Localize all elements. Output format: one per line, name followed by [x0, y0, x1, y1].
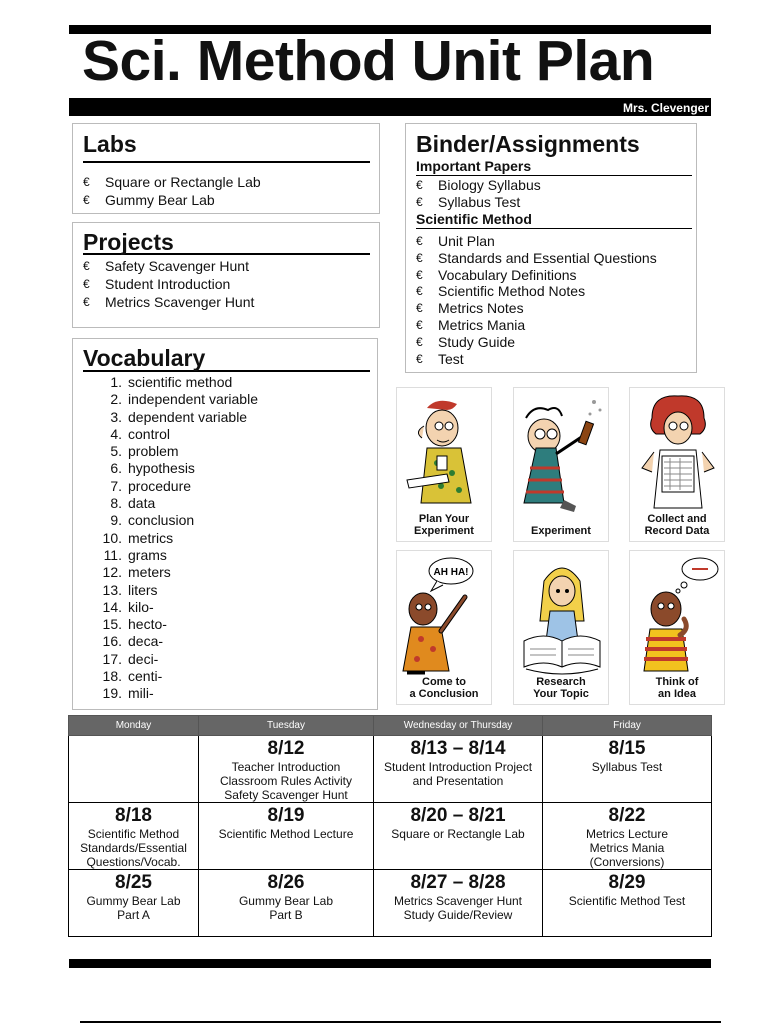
vocabulary-number: 15.	[102, 616, 122, 633]
schedule-activity: Safety Scavenger Hunt	[224, 788, 348, 802]
schedule-activity: Metrics Lecture	[585, 827, 669, 841]
schedule-date: 8/20 – 8/21	[410, 805, 506, 826]
schedule-activity: Part A	[117, 908, 150, 922]
vocabulary-item	[101, 564, 258, 581]
vocabulary-term: hecto-	[128, 616, 167, 633]
schedule-cell	[69, 803, 199, 870]
schedule-cell	[69, 870, 199, 937]
bullet-icon: €	[416, 301, 423, 316]
labs-rule	[83, 161, 370, 163]
schedule-activity: Questions/Vocab.	[86, 855, 181, 869]
vocabulary-term: mili-	[128, 685, 154, 702]
cartoon-caption: Come to a Conclusion	[409, 676, 479, 700]
schedule-activity: and Presentation	[412, 774, 504, 788]
vocabulary-title: Vocabulary	[83, 345, 206, 371]
vocabulary-item	[101, 633, 258, 650]
list-item: € Safety Scavenger Hunt	[83, 258, 249, 274]
page-title: Sci. Method Unit Plan	[82, 29, 655, 93]
bullet-icon: €	[416, 317, 423, 332]
vocabulary-number: 8.	[110, 495, 122, 512]
bullet-icon: €	[83, 175, 90, 189]
cartoon-caption: Experiment	[531, 525, 591, 537]
schedule-activity: Classroom Rules Activity	[219, 774, 353, 788]
cartoon-tile	[513, 550, 609, 705]
vocabulary-item	[101, 651, 258, 668]
schedule-activity: Gummy Bear Lab	[86, 894, 181, 908]
vocabulary-list	[101, 374, 258, 703]
schedule-cell	[374, 803, 543, 870]
projects-title: Projects	[83, 229, 174, 255]
bullet-icon: €	[416, 267, 423, 282]
vocabulary-number: 10.	[102, 529, 122, 546]
bullet-icon: €	[416, 195, 423, 209]
vocabulary-number: 13.	[102, 581, 122, 598]
list-item: € Biology Syllabus	[416, 177, 541, 193]
vocabulary-term: centi-	[128, 668, 163, 685]
table-header-row	[69, 716, 712, 736]
cartoon-tile	[629, 550, 725, 705]
labs-list	[83, 173, 370, 209]
vocabulary-term: hypothesis	[128, 460, 195, 477]
vocabulary-term: liters	[128, 581, 158, 598]
vocabulary-item	[101, 599, 258, 616]
schedule-activity: (Conversions)	[589, 855, 665, 869]
list-item: € Gummy Bear Lab	[83, 192, 215, 208]
projects-box	[72, 222, 380, 328]
student-reading-icon	[514, 551, 610, 681]
footer-rule	[80, 1021, 721, 1023]
list-item: € Syllabus Test	[416, 194, 521, 210]
vocabulary-term: kilo-	[128, 598, 154, 615]
list-item: € Vocabulary Definitions	[416, 266, 577, 283]
schedule-date: 8/25	[115, 872, 152, 893]
scientist-planning-icon	[397, 388, 493, 518]
vocabulary-item	[101, 685, 258, 702]
vocabulary-number: 17.	[102, 650, 122, 667]
vocabulary-number: 14.	[102, 598, 122, 615]
vocabulary-term: metrics	[128, 529, 174, 546]
bullet-icon: €	[416, 234, 423, 248]
vocabulary-term: meters	[128, 564, 171, 581]
bullet-icon: €	[83, 193, 90, 207]
vocabulary-term: scientific method	[128, 374, 233, 390]
vocabulary-number: 2.	[110, 391, 122, 408]
binder-title: Binder/Assignments	[416, 131, 640, 157]
vocabulary-number: 16.	[102, 633, 122, 650]
schedule-activity: Scientific Method	[87, 827, 180, 841]
subtitle-bar	[69, 98, 711, 116]
bullet-icon: €	[83, 277, 90, 291]
schedule-date: 8/15	[608, 738, 646, 759]
bullet-icon: €	[416, 334, 423, 349]
schedule-date: 8/26	[267, 872, 305, 893]
vocabulary-item	[101, 668, 258, 685]
vocabulary-item	[101, 495, 258, 512]
vocabulary-item	[101, 409, 258, 426]
vocabulary-number: 6.	[110, 460, 122, 477]
schedule-cell	[199, 870, 374, 937]
vocabulary-item	[101, 512, 258, 529]
column-header-wednesday-thursday: Wednesday or Thursday	[374, 716, 543, 736]
vocabulary-number: 3.	[110, 408, 122, 425]
schedule-date: 8/29	[608, 872, 646, 893]
important-papers-rule	[416, 175, 692, 176]
schedule-table	[68, 715, 712, 937]
vocabulary-term: control	[128, 425, 171, 442]
schedule-cell	[199, 736, 374, 803]
cartoon-tile	[513, 387, 609, 542]
vocabulary-item	[101, 391, 258, 408]
scientist-test-tube-icon	[514, 388, 610, 518]
student-thinking-icon	[630, 551, 726, 681]
vocabulary-item	[101, 530, 258, 547]
vocabulary-term: deca-	[128, 633, 164, 650]
schedule-cell	[374, 736, 543, 803]
schedule-activity: Gummy Bear Lab	[238, 894, 334, 908]
vocabulary-term: conclusion	[128, 512, 195, 529]
projects-list	[83, 257, 370, 311]
table-row	[69, 870, 712, 937]
scientific-method-heading: Scientific Method	[416, 211, 532, 227]
bullet-icon: €	[416, 284, 423, 299]
vocabulary-item	[101, 443, 258, 460]
schedule-cell	[69, 736, 199, 803]
scientific-method-rule	[416, 228, 692, 229]
important-papers-heading: Important Papers	[416, 158, 532, 174]
table-row	[69, 803, 712, 870]
vocabulary-item	[101, 478, 258, 495]
vocabulary-number: 5.	[110, 443, 122, 460]
schedule-activity: Metrics Scavenger Hunt	[393, 894, 523, 908]
vocabulary-term: deci-	[128, 650, 159, 667]
vocabulary-term: grams	[128, 546, 167, 563]
vocabulary-number: 9.	[110, 512, 122, 529]
vocabulary-term: independent variable	[128, 391, 258, 408]
important-papers-list	[416, 177, 692, 211]
cartoon-caption: Think of an Idea	[655, 676, 699, 700]
bullet-icon: €	[416, 351, 423, 366]
list-item: € Metrics Scavenger Hunt	[83, 294, 255, 310]
cartoon-caption: Research Your Topic	[533, 676, 589, 700]
column-header-monday: Monday	[69, 716, 199, 736]
bullet-icon: €	[83, 295, 90, 309]
vocabulary-item	[101, 616, 258, 633]
vocabulary-term: dependent variable	[128, 408, 248, 425]
cartoon-tile	[396, 550, 492, 705]
schedule-cell	[543, 736, 712, 803]
vocabulary-item	[101, 426, 258, 443]
scientific-method-list	[416, 233, 692, 367]
list-item: € Standards and Essential Questions	[416, 249, 657, 266]
bullet-icon: €	[416, 178, 423, 192]
scientific-method-cartoons	[392, 384, 728, 710]
schedule-date: 8/12	[267, 738, 305, 759]
vocabulary-box	[72, 338, 378, 710]
vocabulary-term: procedure	[128, 477, 192, 494]
teacher-name: Mrs. Clevenger	[622, 101, 709, 115]
bullet-icon: €	[83, 259, 90, 273]
student-aha-icon	[397, 551, 493, 681]
cartoon-caption: Plan Your Experiment	[414, 513, 474, 537]
schedule-activity: Syllabus Test	[591, 760, 663, 774]
schedule-date: 8/19	[267, 805, 305, 826]
table-row	[69, 736, 712, 803]
scientist-clipboard-icon	[630, 388, 726, 518]
schedule-activity: Study Guide/Review	[403, 908, 513, 922]
vocabulary-item	[101, 547, 258, 564]
schedule-date: 8/13 – 8/14	[410, 738, 506, 759]
schedule-cell	[543, 870, 712, 937]
list-item: € Metrics Mania	[416, 316, 526, 333]
cartoon-tile	[629, 387, 725, 542]
bullet-icon: €	[416, 250, 423, 265]
list-item: € Student Introduction	[83, 276, 231, 292]
vocabulary-item	[101, 460, 258, 477]
schedule-cell	[543, 803, 712, 870]
bottom-rule	[69, 959, 711, 968]
column-header-tuesday: Tuesday	[199, 716, 374, 736]
schedule-activity: Student Introduction Project	[383, 760, 533, 774]
vocabulary-number: 19.	[102, 685, 122, 702]
schedule-date: 8/27 – 8/28	[410, 872, 506, 893]
cartoon-tile	[396, 387, 492, 542]
vocabulary-number: 11.	[103, 546, 122, 563]
vocabulary-item	[101, 374, 258, 391]
vocabulary-term: data	[128, 495, 156, 512]
schedule-activity: Teacher Introduction	[231, 760, 341, 774]
binder-box	[405, 123, 697, 373]
schedule-activity: Scientific Method Lecture	[218, 827, 354, 841]
list-item: € Square or Rectangle Lab	[83, 174, 261, 190]
schedule-date: 8/18	[115, 805, 152, 826]
list-item: € Scientific Method Notes	[416, 283, 586, 300]
cartoon-caption: Collect and Record Data	[644, 513, 710, 537]
column-header-friday: Friday	[543, 716, 712, 736]
vocabulary-number: 1.	[110, 374, 122, 390]
list-item: € Study Guide	[416, 333, 516, 350]
vocabulary-term: problem	[128, 443, 179, 460]
schedule-cell	[199, 803, 374, 870]
schedule-activity: Standards/Essential	[80, 841, 187, 855]
vocabulary-number: 4.	[110, 425, 122, 442]
schedule-activity: Scientific Method Test	[568, 894, 686, 908]
vocabulary-item	[101, 582, 258, 599]
labs-title: Labs	[83, 131, 137, 157]
labs-box	[72, 123, 380, 214]
aha-bubble-text: AH HA!	[433, 567, 469, 578]
vocabulary-number: 18.	[102, 668, 122, 685]
vocabulary-number: 12.	[102, 564, 122, 581]
schedule-activity: Metrics Mania	[589, 841, 665, 855]
list-item: € Test	[416, 350, 464, 367]
schedule-activity: Square or Rectangle Lab	[391, 827, 525, 841]
list-item: € Unit Plan	[416, 233, 495, 249]
schedule-cell	[374, 870, 543, 937]
schedule-activity: Part B	[269, 908, 303, 922]
list-item: € Metrics Notes	[416, 300, 524, 317]
vocabulary-number: 7.	[110, 477, 122, 494]
schedule-date: 8/22	[608, 805, 646, 826]
